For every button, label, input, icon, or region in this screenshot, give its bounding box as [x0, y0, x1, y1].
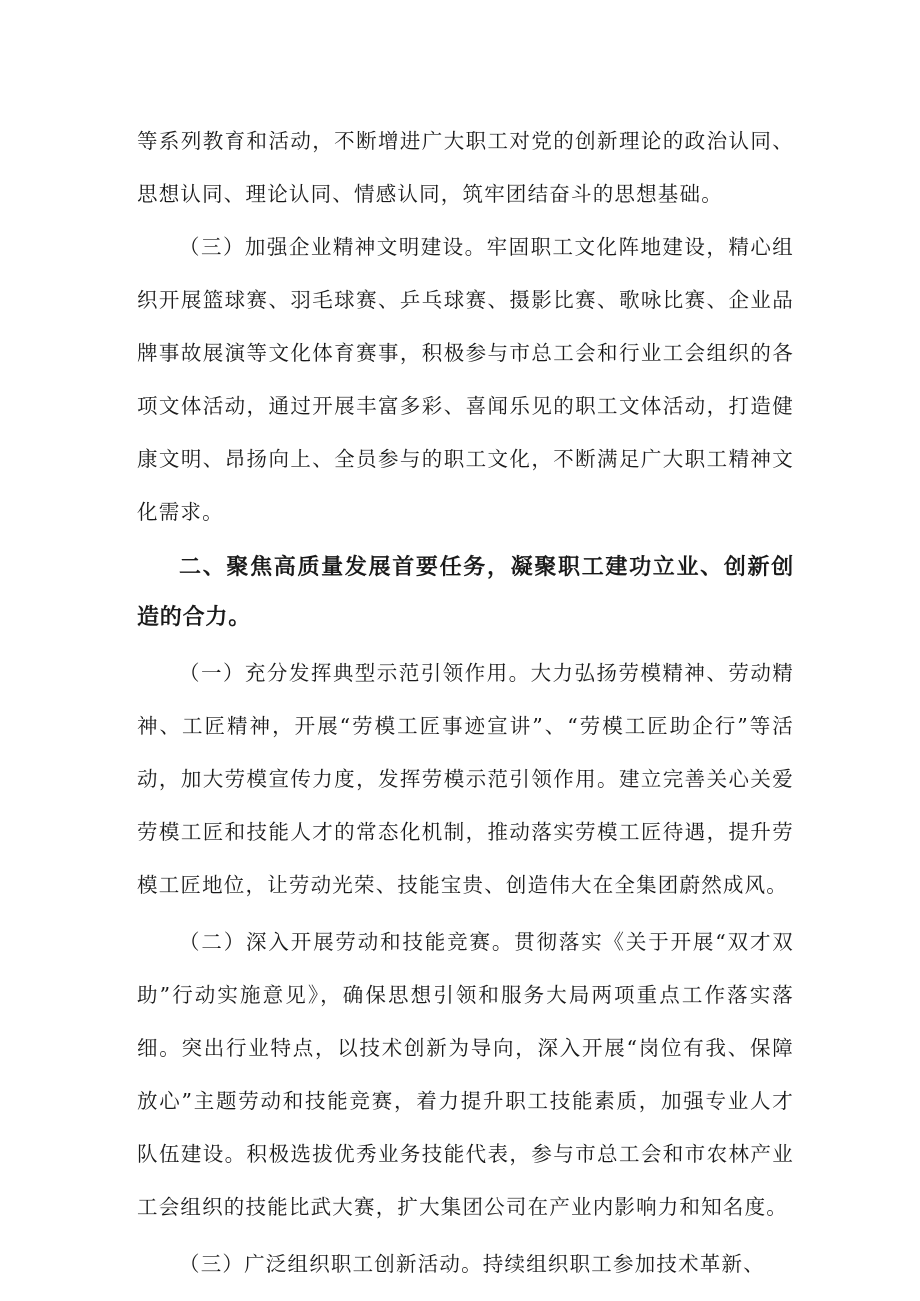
paragraph-skill-competition: （二）深入开展劳动和技能竞赛。贯彻落实《关于开展“双才双助”行动实施意见》，确保思想引领和服务大局两项重点工作落实落细。突出行业特点，以技术创新为导向，深入开展“岗位有我、保障放心”主题劳动和技能竞赛，着力提升职工技能素质，加强专业人才队伍建设。积极选拔优秀业务技能代表，参与市总工会和市农林产业工会组织的技能比武大赛，扩大集团公司在产业内影响力和知名度。 — [137, 930, 794, 1219]
paragraph-spiritual-civilization: （三）加强企业精神文明建设。牢固职工文化阵地建设，精心组织开展篮球赛、羽毛球赛、乒乓球赛、摄影比赛、歌咏比赛、企业品牌事故展演等文化体育赛事，积极参与市总工会和行业工会组织的各项文体活动，通过开展丰富多彩、喜闻乐见的职工文体活动，打造健康文明、昂扬向上、全员参与的职工文化，不断满足广大职工精神文化需求。 — [137, 235, 794, 524]
section-heading-two: 二、聚焦高质量发展首要任务，凝聚职工建功立业、创新创造的合力。 — [137, 555, 794, 630]
document-body — [137, 115, 794, 1291]
paragraph-innovation-activities: （三）广泛组织职工创新活动。持续组织职工参加技术革新、 — [179, 1252, 765, 1276]
paragraph-education-activities: 等系列教育和活动，不断增进广大职工对党的创新理论的政治认同、思想认同、理论认同、情感认同，筑牢团结奋斗的思想基础。 — [137, 129, 794, 206]
paragraph-model-workers: （一）充分发挥典型示范引领作用。大力弘扬劳模精神、劳动精神、工匠精神，开展“劳模工匠事迹宣讲”、“劳模工匠助企行”等活动，加大劳模宣传力度，发挥劳模示范引领作用。建立完善关心关爱劳模工匠和技能人才的常态化机制，推动落实劳模工匠待遇，提升劳模工匠地位，让劳动光荣、技能宝贵、创造伟大在全集团蔚然成风。 — [137, 661, 794, 897]
